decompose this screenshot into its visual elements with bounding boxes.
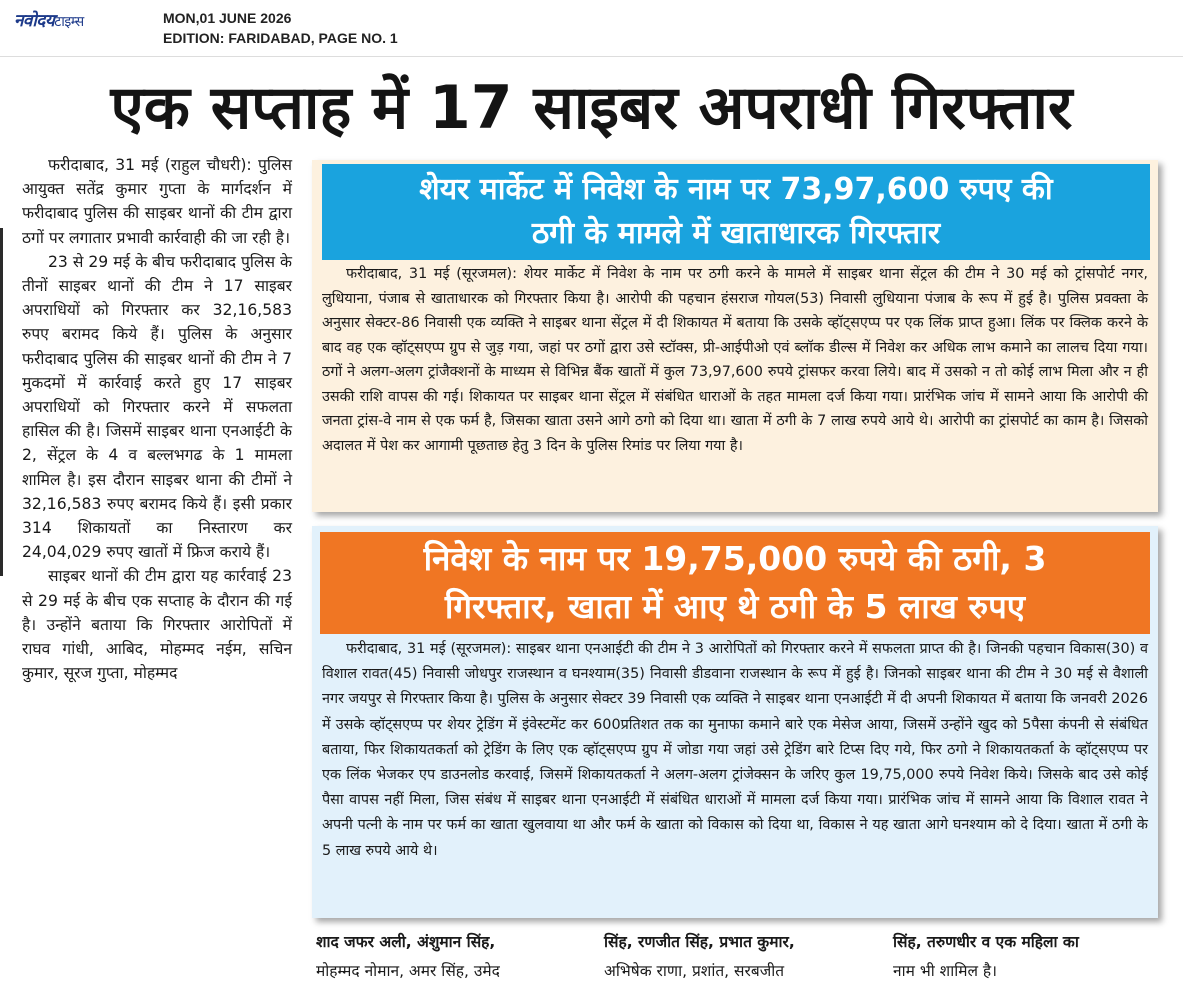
cont1-name-b: अंशुमान सिंह, bbox=[411, 933, 496, 951]
issue-date: MON,01 JUNE 2026 bbox=[163, 10, 292, 26]
main-headline: एक सप्ताह में 17 साइबर अपराधी गिरफ्तार bbox=[110, 73, 1073, 143]
continuation-column-1 bbox=[316, 928, 586, 986]
continuation-column-3 bbox=[893, 928, 1163, 986]
cont2-name-a: सिंह, bbox=[604, 933, 633, 951]
story1-headline-line1: शेयर मार्केट में निवेश के नाम पर 73,97,600 रुपए की bbox=[419, 172, 1053, 207]
column-rule bbox=[0, 228, 3, 576]
cont3-line2: नाम भी शामिल है। bbox=[893, 962, 998, 980]
story2-headline bbox=[320, 532, 1150, 634]
cont3-name-a: सिंह, bbox=[893, 933, 922, 951]
dateline bbox=[163, 8, 398, 48]
story1-body bbox=[322, 262, 1148, 458]
logo-main: नवोदय bbox=[14, 11, 55, 31]
left-paragraph-3: साइबर थानों की टीम द्वारा यह कार्रवाई 23 से 29 मई के बीच एक सप्ताह के दौरान की गई है। उन्होंने बताया कि गिरफ्तार आरोपितों में राघव गांधी, आबिद, मोहम्मद नईम, सचिन कुमार, सूरज गुप्ता, मोहम्मद bbox=[22, 567, 292, 683]
cont2-name-c: प्रभात कुमार, bbox=[713, 933, 795, 951]
cont1-line2: मोहम्मद नोमान, अमर सिंह, उमेद bbox=[316, 962, 500, 980]
story1-headline bbox=[322, 164, 1150, 260]
cont3-name-b: तरुणधीर व एक महिला का bbox=[921, 933, 1079, 951]
cont1-name-a: शाद जफर अली, bbox=[316, 933, 412, 951]
left-paragraph-1: फरीदाबाद, 31 मई (राहुल चौधरी): पुलिस आयुक्त सतेंद्र कुमार गुप्ता के मार्गदर्शन में फरीदाबाद पुलिस की साइबर थानों की टीम द्वारा ठगों पर लगातार प्रभावी कार्रवाही की जा रही है। bbox=[22, 156, 292, 247]
left-paragraph-2: 23 से 29 मई के बीच फरीदाबाद पुलिस के तीनों साइबर थानों की टीम ने 17 साइबर अपराधियों को गिरफ्तार कर 32,16,583 रुपए बरामद किये हैं। पुलिस के अनुसार फरीदाबाद पुलिस की साइबर थानों की टीम ने 7 मुकदमों में कार्रवाई करते हुए 17 साइबर अपराधियों को गिरफ्तार करने में सफलता हासिल की है। जिसमें साइबर थाना एनआईटी के 2, सेंट्रल के 4 व बल्लभगढ के 1 मामला शामिल है। इस दौरान साइबर थाना की टीमों ने 32,16,583 रुपए बरामद किये हैं। इसी प्रकार 314 शिकायतों का निस्तारण कर 24,04,029 रुपए खातों में फ्रिज कराये हैं। bbox=[22, 252, 292, 562]
story2-headline-line1: निवेश के नाम पर 19,75,000 रुपये की ठगी, 3 bbox=[423, 539, 1047, 578]
edition-label: EDITION: FARIDABAD, PAGE NO. 1 bbox=[163, 30, 398, 46]
newspaper-logo bbox=[14, 8, 84, 31]
story1-paragraph: फरीदाबाद, 31 मई (सूरजमल): शेयर मार्केट में निवेश के नाम पर ठगी करने के मामले में साइबर थाना सेंट्रल की टीम ने 30 मई को ट्रांसपोर्ट नगर, लुधियाना, पंजाब से खाताधारक को गिरफ्तार किया है। आरोपी की पहचान हंसराज गोयल(53) निवासी लुधियाना पंजाब के रूप में हुई है। पुलिस प्रवक्ता के अनुसार सेक्टर-86 निवासी एक व्यक्ति ने साइबर थाना सेंट्रल में दी शिकायत में बताया कि उसके व्हॉट्सएप्प पर एक लिंक प्राप्त हुआ। लिंक पर क्लिक करने के बाद वह एक व्हॉट्सएप्प ग्रुप से जुड़ गया, जहां पर ठगों द्वारा उसे स्टॉक्स, प्री-आईपीओ एवं ब्लॉक डील्स में निवेश कर अधिक लाभ कमाने का लालच दिया गया। ठगों ने अलग-अलग ट्रांजैक्शनों के माध्यम से विभिन्न बैंक खातों में कुल 73,97,600 रुपये ट्रांसफर करवा लिये। बाद में उसको न तो कोई लाभ मिला और न ही उसकी राशि वापस की गई। शिकायत पर साइबर थाना सेंट्रल में संबंधित धाराओं के तहत मामला दर्ज किया गया। प्रारंभिक जांच में सामने आया कि आरोपी की जनता ट्रांस-वे नाम से एक फर्म है, जिसका खाता उसने आगे ठगो को दिया था। खाता में ठगी के 7 लाख रुपये आये थे। आरोपी का ट्रांसपोर्ट का काम है। जिसको अदालत में पेश कर आगामी पूछताछ हेतु 3 दिन के पुलिस रिमांड पर लिया गया है। bbox=[322, 266, 1149, 454]
story2-headline-line2: गिरफ्तार, खाता में आए थे ठगी के 5 लाख रुपए bbox=[444, 587, 1026, 626]
logo-sub: टाइम्स bbox=[54, 14, 84, 30]
continuation-column-2 bbox=[604, 928, 874, 986]
left-column-article bbox=[22, 153, 292, 685]
story2-paragraph: फरीदाबाद, 31 मई (सूरजमल): साइबर थाना एनआईटी की टीम ने 3 आरोपितों को गिरफ्तार करने में सफलता प्राप्त की है। जिनकी पहचान विकास(30) व विशाल रावत(45) निवासी जोधपुर राजस्थान व घनश्याम(35) निवासी डीडवाना राजस्थान के रूप में हुई है। जिनको साइबर थाना की टीम ने 30 मई से वैशाली नगर जयपुर से गिरफ्तार किया है। पुलिस के अनुसार सेक्टर 39 निवासी एक व्यक्ति ने साइबर थाना एनआईटी में दी अपनी शिकायत में बताया कि जनवरी 2026 में उसके व्हॉट्सएप्प पर शेयर ट्रेडिंग में इंवेस्टमेंट कर 600प्रतिशत तक का मुनाफा कमाने बारे एक मेसेज आया, जिसमें उन्होंने खुद को 5पैसा कंपनी से संबंधित बताया, फिर शिकायतकर्ता को ट्रेडिंग के लिए एक व्हॉट्सएप्प ग्रुप में जोडा गया जहां उसे ट्रेडिंग बारे टिप्स दिए गये, फिर ठगो ने शिकायतकर्ता के व्हॉट्सएप्प पर एक लिंक भेजकर एप डाउनलोड करवाई, जिसमें शिकायतकर्ता ने अलग-अलग ट्रांजेक्सन के जरिए कुल 19,75,000 रुपये निवेश किये। जिसके बाद उसे कोई पैसा वापस नहीं मिला, जिस संबंध में साइबर थाना एनआईटी में संबंधित धाराओं में मामला दर्ज किया गया। प्रारंभिक जांच में सामने आया कि विशाल रावत ने अपनी पत्नी के नाम पर फर्म का खाता खुलवाया था और फर्म के खाता को विकास को दिया था, विकास ने यह खाता आगे घनश्याम को दे दिया। खाता में ठगी के 5 लाख रुपये आये थे। bbox=[322, 641, 1148, 859]
story1-headline-line2: ठगी के मामले में खाताधारक गिरफ्तार bbox=[531, 216, 941, 251]
story2-body bbox=[322, 637, 1148, 864]
cont2-name-b: रणजीत सिंह, bbox=[632, 933, 714, 951]
cont2-line2: अभिषेक राणा, प्रशांत, सरबजीत bbox=[604, 962, 785, 980]
